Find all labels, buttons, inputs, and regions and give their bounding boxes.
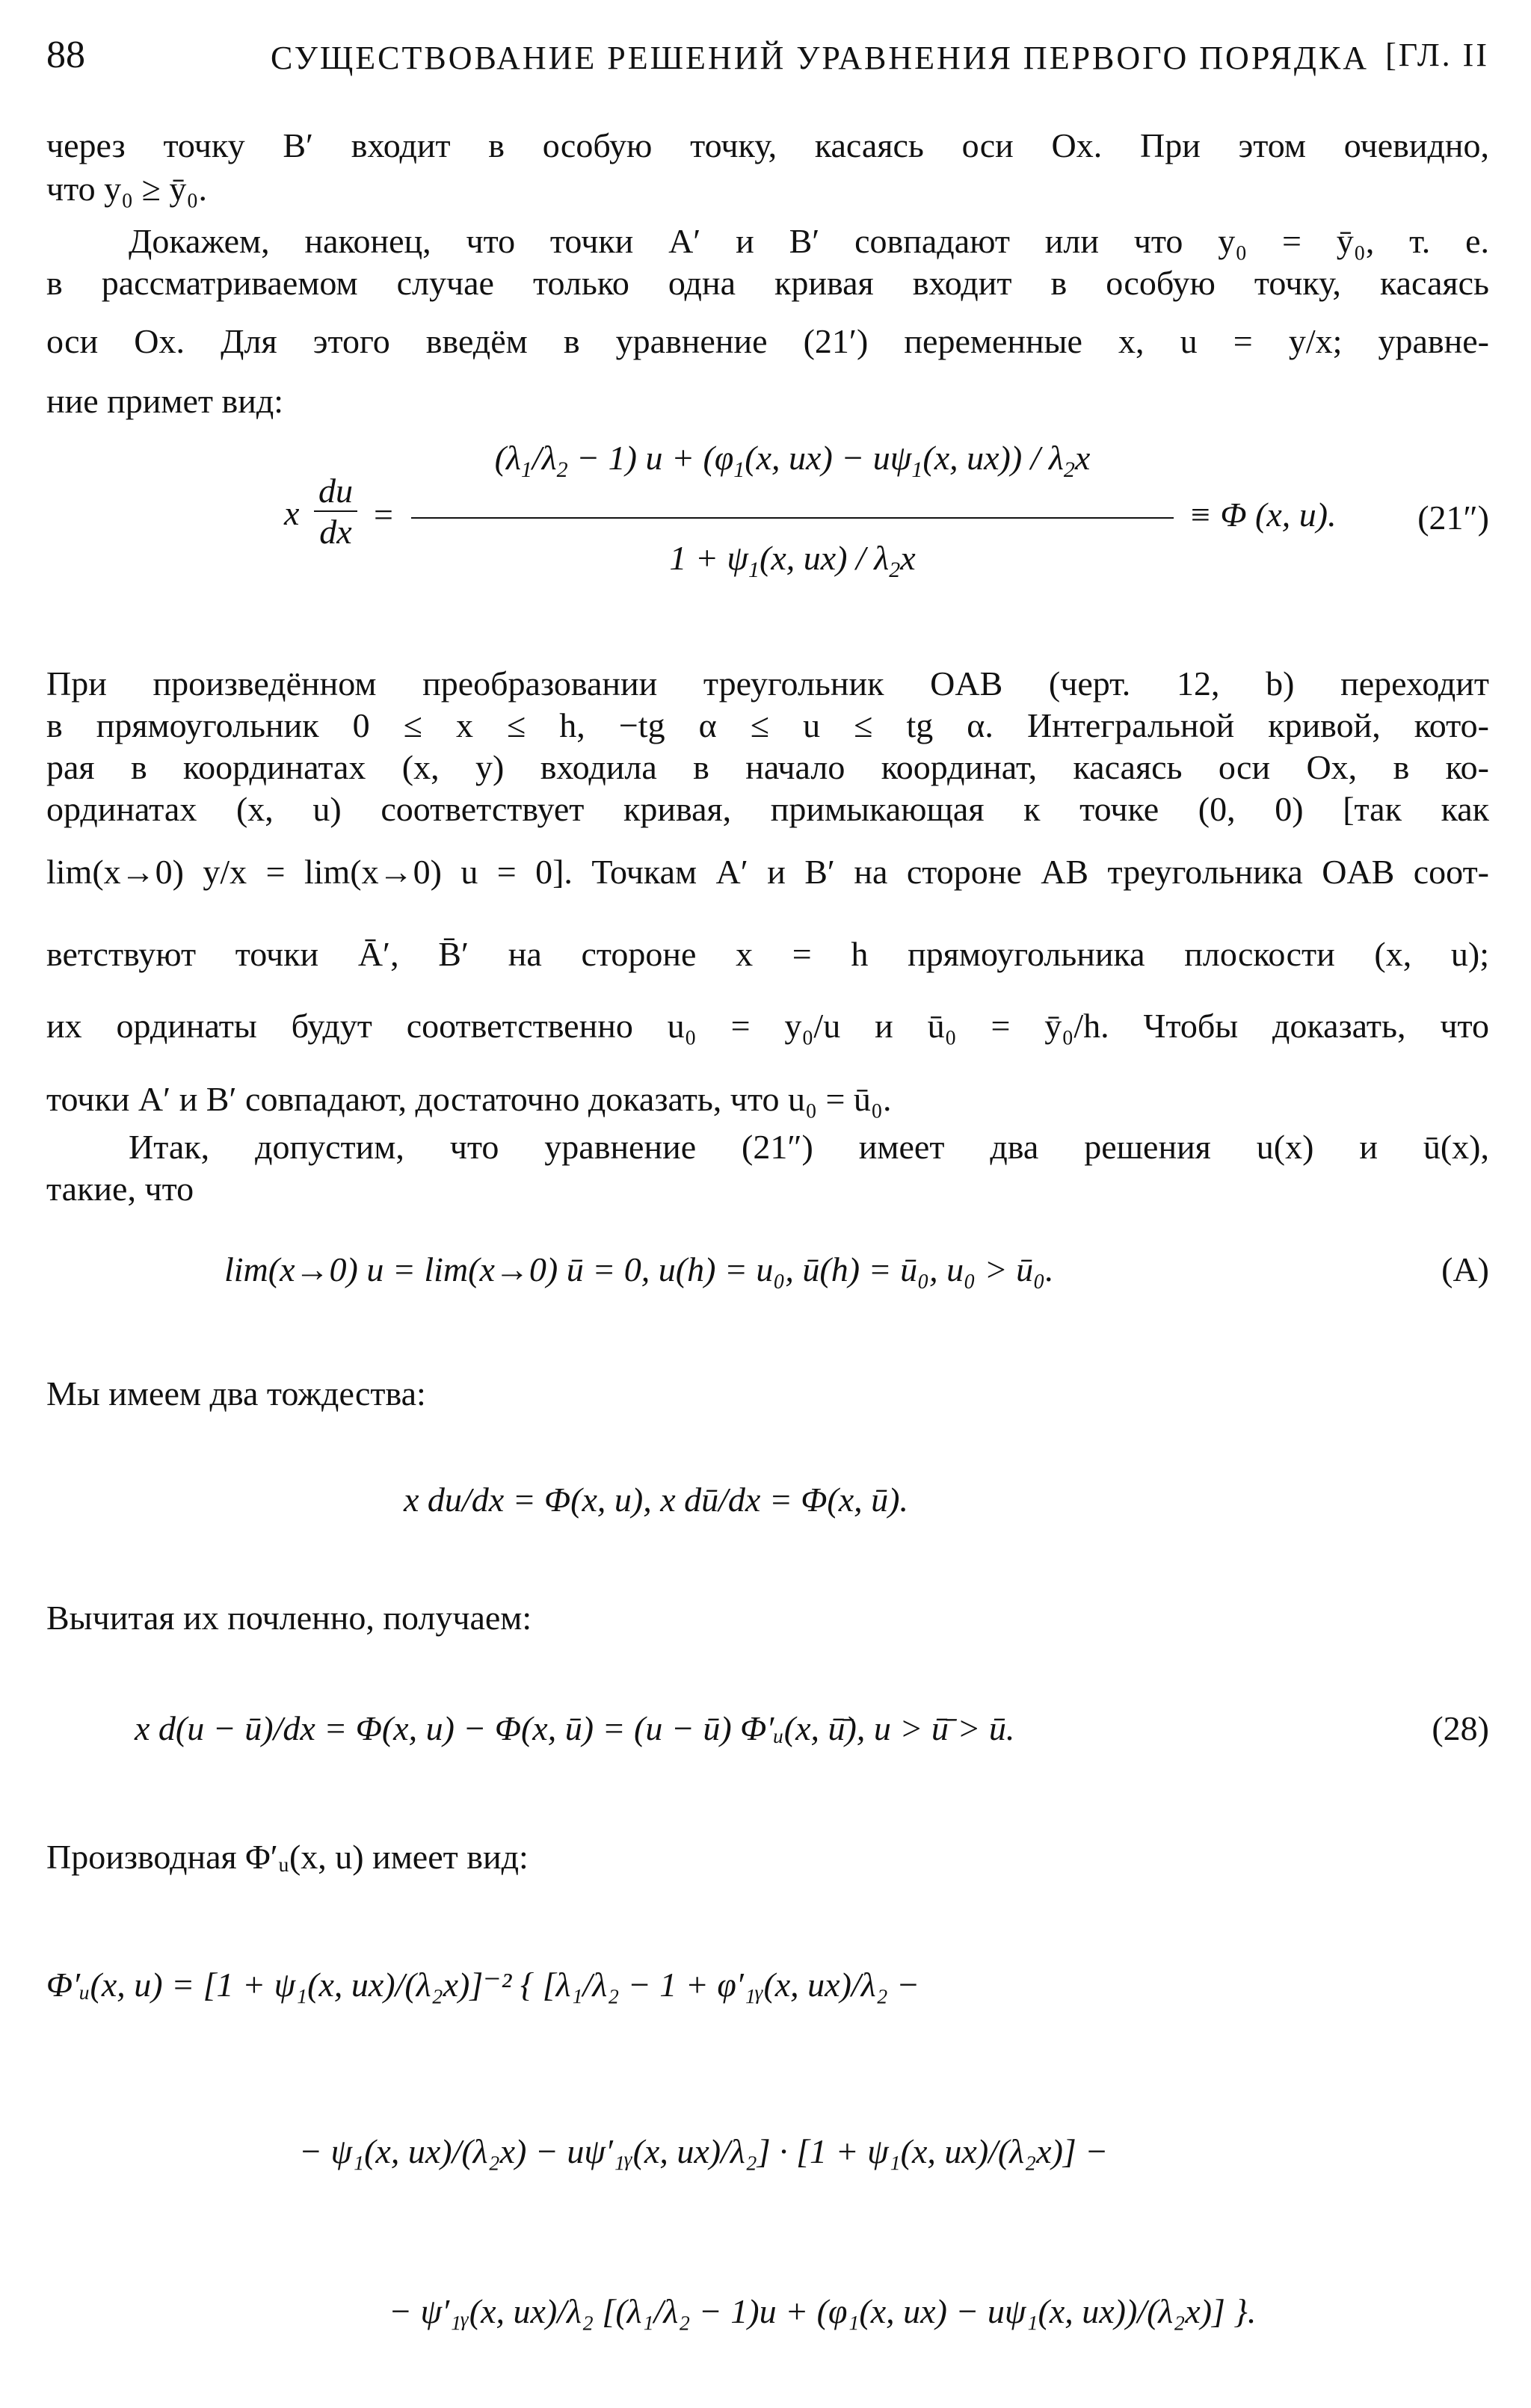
text-line: Производная Φ′ᵤ(x, u) имеет вид:: [46, 1838, 529, 1876]
equation-21: x $\frac{du}{dx}$ = $(\lambda_1/\lambda_2 - 1) u + (\varphi_1(x$, $ux) - u\psi_1(x$, $ux)) / \lambda_2x$ $1 + \psi_1(x$, $ux) / \lambda_2x$ ≡ Φ (x, u).: [284, 439, 1337, 583]
equation-a: lim(x→0) u = lim(x→0) ū = 0, u(h) = u₀, ū(h) = ū₀, u₀ > ū₀.: [224, 1250, 1054, 1288]
text-line: Докажем, наконец, что точки A′ и B′ совпадают или что y₀ = ȳ₀, т. е.: [129, 222, 1489, 260]
text-line: lim(x→0) y/x = lim(x→0) u = 0]. Точкам A′ и B′ на стороне AB треугольника OAB соот-: [46, 853, 1489, 891]
text-line: точки A′ и B′ совпадают, достаточно доказать, что u₀ = ū₀.: [46, 1080, 892, 1118]
equation-label: (28): [1432, 1709, 1489, 1747]
page-header: [46, 33, 1489, 78]
equation-derivative-line-2: − ψ₁(x, ux)/(λ₂x) − uψ′₁ᵧ(x, ux)/λ₂] · [1 + ψ₁(x, ux)/(λ₂x)] −: [299, 2132, 1109, 2170]
equation-label: (A): [1441, 1250, 1489, 1288]
text-line: Мы имеем два тождества:: [46, 1374, 426, 1413]
text-line: ветствуют точки Ā′, B̄′ на стороне x = h прямоугольника плоскости (x, u);: [46, 935, 1489, 973]
text-line: оси Ox. Для этого введём в уравнение (21′) переменные x, u = y/x; уравне-: [46, 322, 1489, 360]
text-line: через точку B′ входит в особую точку, касаясь оси Ox. При этом очевидно,: [46, 126, 1489, 164]
page-number: 88: [46, 34, 85, 76]
text-line: ние примет вид:: [46, 382, 284, 420]
text-line: При произведённом преобразовании треугольник OAB (черт. 12, b) переходит: [46, 664, 1489, 703]
text-line: Вычитая их почленно, получаем:: [46, 1599, 532, 1637]
equation-28: x d(u − ū)/dx = Φ(x, u) − Φ(x, ū) = (u − ū) Φ′ᵤ(x, ū̄), u > ū̄ > ū.: [135, 1709, 1015, 1747]
chapter-label: [ГЛ. II: [1385, 37, 1489, 73]
text-line: в рассматриваемом случае только одна кривая входит в особую точку, касаясь: [46, 264, 1489, 302]
equation-derivative-line-1: Φ′ᵤ(x, u) = [1 + ψ₁(x, ux)/(λ₂x)]⁻² { [λ₁/λ₂ − 1 + φ′₁ᵧ(x, ux)/λ₂ −: [46, 1966, 920, 2004]
equation-identities: x du/dx = Φ(x, u), x dū/dx = Φ(x, ū).: [404, 1481, 908, 1519]
text-line: что y₀ ≥ ȳ₀.: [46, 170, 207, 208]
equation-label: (21″): [1417, 498, 1489, 537]
text-line: ординатах (x, u) соответствует кривая, примыкающая к точке (0, 0) [так как: [46, 790, 1489, 828]
text-line: Итак, допустим, что уравнение (21″) имеет два решения u(x) и ū(x),: [129, 1128, 1489, 1166]
equation-derivative-line-3: − ψ′₁ᵧ(x, ux)/λ₂ [(λ₁/λ₂ − 1)u + (φ₁(x, ux) − uψ₁(x, ux))/(λ₂x)] }.: [389, 2292, 1257, 2330]
text-line: такие, что: [46, 1170, 194, 1208]
text-line: в прямоугольник 0 ≤ x ≤ h, −tg α ≤ u ≤ tg α. Интегральной кривой, кото-: [46, 706, 1489, 744]
text-line: их ординаты будут соответственно u₀ = y₀/u и ū₀ = ȳ₀/h. Чтобы доказать, что: [46, 1007, 1489, 1045]
running-title: СУЩЕСТВОВАНИЕ РЕШЕНИЙ УРАВНЕНИЯ ПЕРВОГО ПОРЯДКА: [271, 40, 1370, 76]
text-line: рая в координатах (x, y) входила в начало координат, касаясь оси Ox, в ко-: [46, 748, 1489, 786]
